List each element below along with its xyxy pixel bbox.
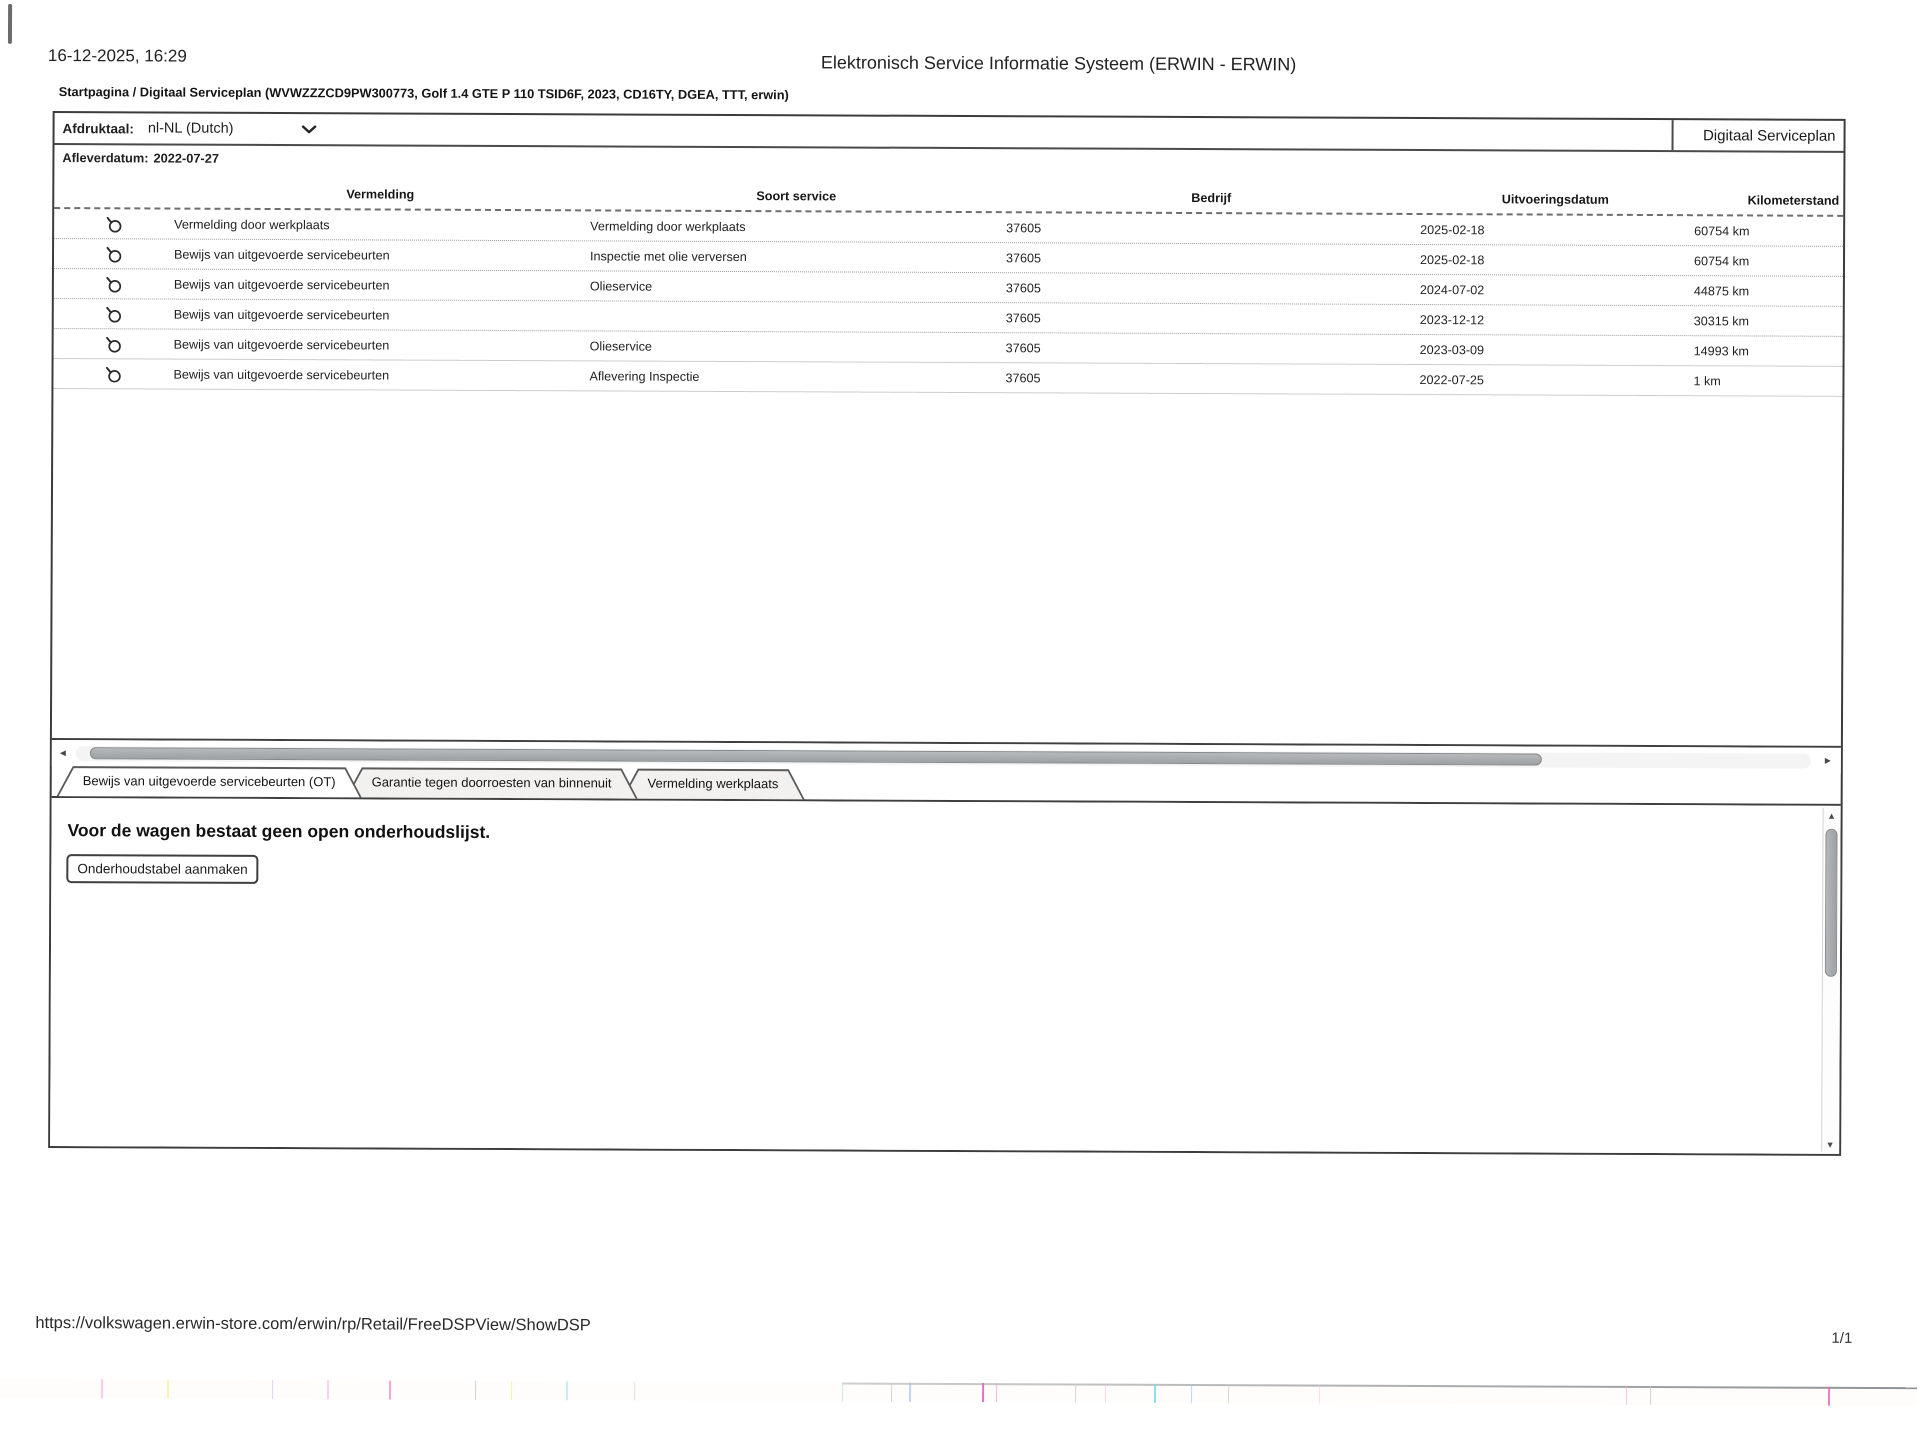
magnifier-icon[interactable] [54,334,172,354]
digital-serviceplan-panel [48,111,1846,1156]
column-header-vermelding: Vermelding [346,187,415,202]
scan-line-artifact [842,1382,1917,1389]
cell-kilometerstand: 60754 km [1694,223,1750,238]
breadcrumb[interactable]: Startpagina / Digitaal Serviceplan (WVWZZZCD9PW300773, Golf 1.4 GTE P 110 TSID6F, 2023, CD16TY, DGEA, TTT, erwin) [58,84,789,103]
print-language-label: Afdruktaal: [62,120,134,136]
cell-bedrijf: 37605 [1005,340,1041,355]
cell-soort-service: Olieservice [589,278,653,294]
cell-vermelding: Bewijs van uitgevoerde servicebeurten [173,367,390,383]
print-footer-url: https://volkswagen.erwin-store.com/erwin/rp/Retail/FreeDSPView/ShowDSP [35,1313,591,1335]
delivery-date-value: 2022-07-27 [153,149,219,166]
print-page-number: 1/1 [1831,1329,1853,1347]
tab-label: Vermelding werkplaats [647,775,779,791]
column-header-uitvoeringsdatum: Uitvoeringsdatum [1501,192,1609,207]
column-header-soort-service: Soort service [756,189,837,204]
magnifier-icon[interactable] [54,214,172,234]
cell-uitvoeringsdatum: 2024-07-02 [1419,282,1485,297]
scanner-color-strip [0,1379,1917,1406]
print-datetime: 16-12-2025, 16:29 [47,46,187,66]
cell-bedrijf: 37605 [1005,310,1041,325]
vertical-scrollbar[interactable] [1821,807,1840,1152]
cell-soort-service: Vermelding door werkplaats [590,218,746,234]
tab-bewijs-servicebeurten[interactable] [57,766,362,797]
magnifier-icon[interactable] [53,364,171,384]
empty-maintenance-message: Voor de wagen bestaat geen open onderhoudslijst. [67,819,491,842]
magnifier-icon[interactable] [54,244,172,264]
tab-garantie-doorroesten[interactable] [346,767,638,798]
cell-bedrijf: 37605 [1006,220,1042,235]
print-language-select[interactable] [55,120,317,137]
scan-edge-artifact [8,4,12,44]
tab-content-area [50,798,1841,1154]
triangle-right-icon[interactable]: ► [1822,755,1833,767]
vertical-scrollbar-thumb[interactable] [1825,828,1838,976]
cell-soort-service: Inspectie met olie verversen [589,248,747,264]
chevron-down-icon[interactable] [302,125,317,134]
cell-uitvoeringsdatum: 2023-12-12 [1419,312,1485,327]
triangle-down-icon[interactable]: ▼ [1825,1139,1835,1150]
column-header-icon [54,200,172,201]
tab-vermelding-werkplaats[interactable] [622,768,805,799]
cell-uitvoeringsdatum: 2023-03-09 [1419,342,1485,357]
cell-uitvoeringsdatum: 2025-02-18 [1420,222,1485,237]
panel-title: Digitaal Serviceplan [1671,120,1843,151]
horizontal-scrollbar-track[interactable] [76,746,1811,769]
cell-kilometerstand: 44875 km [1693,283,1750,298]
cell-vermelding: Bewijs van uitgevoerde servicebeurten [173,337,390,353]
cell-bedrijf: 37605 [1005,370,1041,385]
magnifier-icon[interactable] [54,304,172,324]
triangle-up-icon[interactable]: ▲ [1827,810,1837,821]
tab-label: Garantie tegen doorroesten van binnenuit [371,773,612,790]
cell-vermelding: Bewijs van uitgevoerde servicebeurten [173,247,390,263]
delivery-date-label: Afleverdatum: [62,149,149,165]
cell-bedrijf: 37605 [1005,280,1041,295]
triangle-left-icon[interactable]: ◄ [57,747,68,759]
cell-uitvoeringsdatum: 2025-02-18 [1419,252,1485,267]
page-title: Elektronisch Service Informatie Systeem (ERWIN - ERWIN) [820,52,1297,75]
cell-soort-service: Olieservice [589,338,652,354]
cell-kilometerstand: 60754 km [1693,253,1750,268]
horizontal-scrollbar-thumb[interactable] [90,747,1542,765]
cell-kilometerstand: 1 km [1693,373,1721,388]
column-header-bedrijf: Bedrijf [1191,191,1232,206]
create-maintenance-table-button[interactable]: Onderhoudstabel aanmaken [66,854,258,884]
print-language-value: nl-NL (Dutch) [147,120,234,137]
table-empty-area [52,389,1843,745]
cell-soort-service: Aflevering Inspectie [589,368,700,384]
cell-uitvoeringsdatum: 2022-07-25 [1419,372,1484,387]
tab-label: Bewijs van uitgevoerde servicebeurten (OT) [82,772,336,789]
cell-bedrijf: 37605 [1005,250,1042,265]
cell-kilometerstand: 14993 km [1693,343,1749,358]
cell-soort-service [588,316,1004,318]
cell-kilometerstand: 30315 km [1693,313,1750,328]
column-header-kilometerstand: Kilometerstand [1747,193,1840,208]
magnifier-icon[interactable] [54,274,172,294]
cell-vermelding: Bewijs van uitgevoerde servicebeurten [173,277,390,293]
cell-vermelding: Vermelding door werkplaats [174,217,330,232]
cell-vermelding: Bewijs van uitgevoerde servicebeurten [173,307,390,323]
